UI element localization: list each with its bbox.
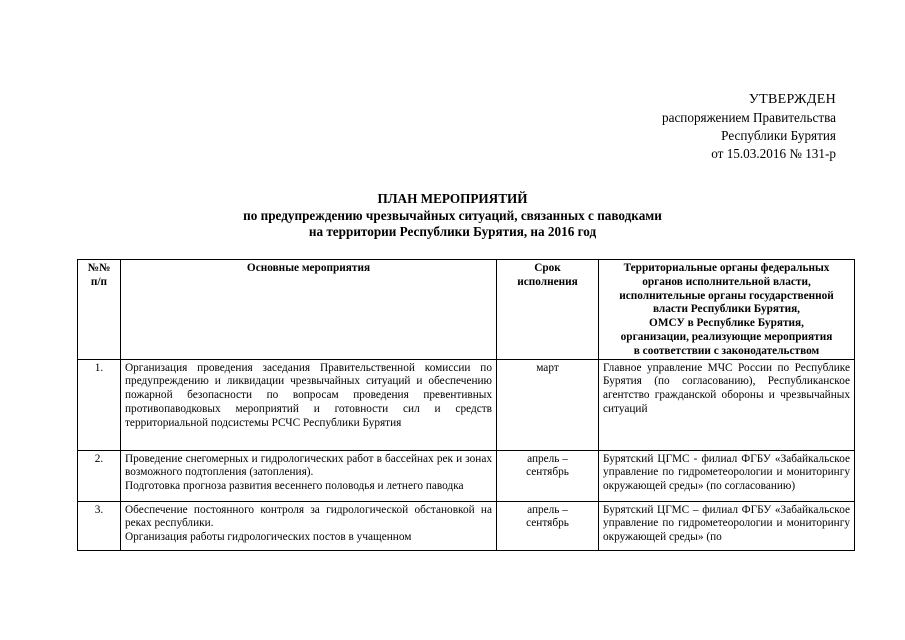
approval-stamp: УТВЕРЖДЕН: [748, 92, 836, 107]
title-line-1: ПЛАН МЕРОПРИЯТИЙ: [377, 191, 528, 206]
approval-block: [662, 91, 836, 163]
row-term: апрель – сентябрь: [497, 450, 599, 501]
document-title: [0, 191, 905, 241]
row-activity: Обеспечение постоянного контроля за гидрологической обстановкой на реках республики. Организация работы гидрологических постов в учащенном: [121, 501, 497, 550]
row-number: 1.: [78, 359, 121, 450]
header-term: Срок исполнения: [497, 260, 599, 360]
approval-line-2: Республики Бурятия: [721, 128, 836, 143]
row-term: март: [497, 359, 599, 450]
header-activities: Основные мероприятия: [121, 260, 497, 360]
row-executor: Главное управление МЧС России по Республике Бурятия (по согласованию), Республиканское агентство гражданской обороны и чрезвычайных ситуаций: [599, 359, 855, 450]
header-executors: Территориальные органы федеральных органов исполнительной власти, исполнительные органы государственной власти Республики Бурятия, ОМСУ в Республике Бурятия, организации, реализующие мероприятия в соответствии с законодательством: [599, 260, 855, 360]
row-number: 3.: [78, 501, 121, 550]
title-line-2: по предупреждению чрезвычайных ситуаций, связанных с паводками: [243, 207, 662, 223]
row-executor: Бурятский ЦГМС - филиал ФГБУ «Забайкальское управление по гидрометеорологии и мониторингу окружающей среды» (по согласованию): [599, 450, 855, 501]
row-activity: Организация проведения заседания Правительственной комиссии по предупреждению и ликвидации чрезвычайных ситуаций и обеспечению пожарной безопасности по вопросам проведения превентивных противопаводковых мероприятий и готовности сил и средств территориальной подсистемы РСЧС Республики Бурятия: [121, 359, 497, 450]
approval-line-1: распоряжением Правительства: [662, 110, 836, 125]
row-number: 2.: [78, 450, 121, 501]
table-row: [78, 359, 855, 450]
table-row: [78, 501, 855, 550]
row-executor: Бурятский ЦГМС – филиал ФГБУ «Забайкальское управление по гидрометеорологии и мониторингу окружающей среды» (по: [599, 501, 855, 550]
table-row: [78, 450, 855, 501]
header-number: №№ п/п: [78, 260, 121, 360]
approval-line-3: от 15.03.2016 № 131-р: [711, 146, 836, 161]
activities-table: [77, 259, 855, 551]
row-activity: Проведение снегомерных и гидрологических работ в бассейнах рек и зонах возможного подтопления (затопления). Подготовка прогноза развития весеннего половодья и летнего паводка: [121, 450, 497, 501]
table-header-row: [78, 260, 855, 360]
row-term: апрель – сентябрь: [497, 501, 599, 550]
title-line-3: на территории Республики Бурятия, на 2016 год: [308, 224, 597, 239]
